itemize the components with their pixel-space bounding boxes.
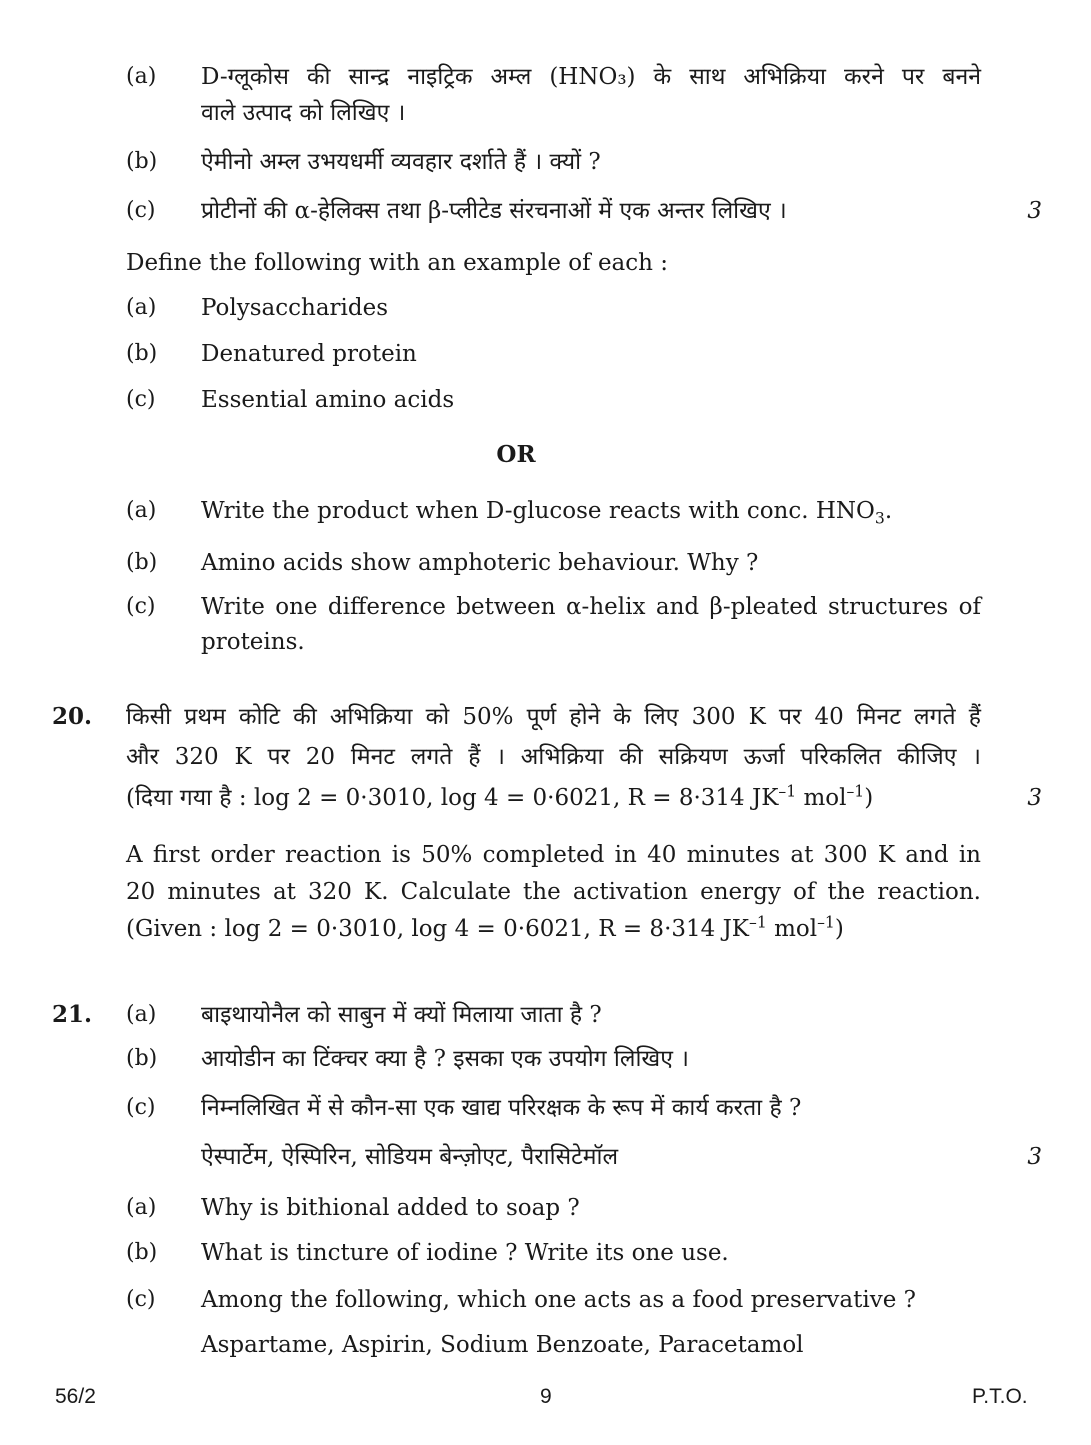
q20-english-given: (Given : log 2 = 0·3010, log 4 = 0·6021, R = 8·314 $JK^{-1}$ mol$^{-1}$): [126, 912, 844, 942]
q19-english-a-label: (a): [126, 295, 157, 320]
q19-or-a-text: Write the product when D-glucose reacts with conc. $HNO_3$.: [201, 498, 893, 528]
q19-hindi-a-line2: वाले उत्पाद को लिखिए ।: [201, 100, 406, 126]
q21-english-c-options: Aspartame, Aspirin, Sodium Benzoate, Paracetamol: [201, 1332, 804, 1358]
q19-english-c-label: (c): [126, 387, 156, 412]
footer-page-number: 9: [540, 1385, 552, 1408]
q19-english-b-text: Denatured protein: [201, 341, 417, 367]
q21-hindi-c-text: निम्नलिखित में से कौन-सा एक खाद्य परिरक्षक के रूप में कार्य करता है ?: [201, 1095, 802, 1121]
q21-english-a-text: Why is bithional added to soap ?: [201, 1195, 580, 1221]
q20-hindi-line2: और 320 K पर 20 मिनट लगते हैं । अभिक्रिया की सक्रियण ऊर्जा परिकलित कीजिए ।: [126, 744, 981, 770]
q21-marks: 3: [1027, 1144, 1042, 1170]
q20-hindi-given: (दिया गया है : log 2 = 0·3010, log 4 = 0·6021, R = 8·314 $JK^{-1}$ mol$^{-1}$): [126, 781, 874, 811]
q20-number: 20.: [52, 703, 93, 730]
or-divider: OR: [496, 441, 536, 468]
q21-hindi-c-label: (c): [126, 1095, 156, 1120]
q21-english-c-label: (c): [126, 1287, 156, 1312]
q19-marks: 3: [1027, 198, 1042, 224]
q19-english-b-label: (b): [126, 341, 158, 366]
q19-or-c-line1: Write one difference between α-helix and β-pleated structures of: [201, 594, 981, 620]
q19-or-c-label: (c): [126, 594, 156, 619]
q19-english-intro: Define the following with an example of each :: [126, 250, 669, 276]
q21-hindi-b-text: आयोडीन का टिंक्चर क्या है ? इसका एक उपयोग लिखिए ।: [201, 1046, 689, 1072]
q20-english-line1: A first order reaction is 50% completed in 40 minutes at 300 K and in: [126, 842, 981, 868]
q21-hindi-c-options: ऐस्पार्टेम, ऐस्पिरिन, सोडियम बेन्ज़ोएट, पैरासिटेमॉल: [201, 1144, 619, 1170]
footer-pto: P.T.O.: [972, 1385, 1028, 1408]
q21-english-a-label: (a): [126, 1195, 157, 1220]
q19-hindi-a-label: (a): [126, 64, 157, 89]
q19-english-a-text: Polysaccharides: [201, 295, 389, 321]
q19-or-b-text: Amino acids show amphoteric behaviour. Why ?: [201, 550, 759, 576]
q19-hindi-c-text: प्रोटीनों की α-हेलिक्स तथा β-प्लीटेड संरचनाओं में एक अन्तर लिखिए ।: [201, 198, 787, 224]
q20-hindi-line1: किसी प्रथम कोटि की अभिक्रिया को 50% पूर्ण होने के लिए 300 K पर 40 मिनट लगते हैं: [126, 704, 981, 730]
q21-hindi-a-text: बाइथायोनैल को साबुन में क्यों मिलाया जाता है ?: [201, 1002, 602, 1028]
q19-hindi-b-label: (b): [126, 149, 158, 174]
q21-number: 21.: [52, 1001, 93, 1028]
q19-hindi-b-text: ऐमीनो अम्ल उभयधर्मी व्यवहार दर्शाते हैं । क्यों ?: [201, 149, 601, 175]
q19-hindi-a-line1: D-ग्लूकोस की सान्द्र नाइट्रिक अम्ल (HNO₃) के साथ अभिक्रिया करने पर बनने: [201, 64, 981, 90]
q21-hindi-b-label: (b): [126, 1046, 158, 1071]
q20-english-line2: 20 minutes at 320 K. Calculate the activation energy of the reaction.: [126, 879, 981, 905]
q19-or-c-line2: proteins.: [201, 629, 305, 655]
q19-english-c-text: Essential amino acids: [201, 387, 455, 413]
q21-hindi-a-label: (a): [126, 1002, 157, 1027]
q21-english-b-text: What is tincture of iodine ? Write its one use.: [201, 1240, 729, 1266]
q20-marks: 3: [1027, 785, 1042, 811]
q21-english-c-text: Among the following, which one acts as a food preservative ?: [201, 1287, 916, 1313]
q19-hindi-c-label: (c): [126, 198, 156, 223]
q19-or-b-label: (b): [126, 550, 158, 575]
footer-paper-code: 56/2: [55, 1385, 96, 1408]
q21-english-b-label: (b): [126, 1240, 158, 1265]
q19-or-a-label: (a): [126, 498, 157, 523]
